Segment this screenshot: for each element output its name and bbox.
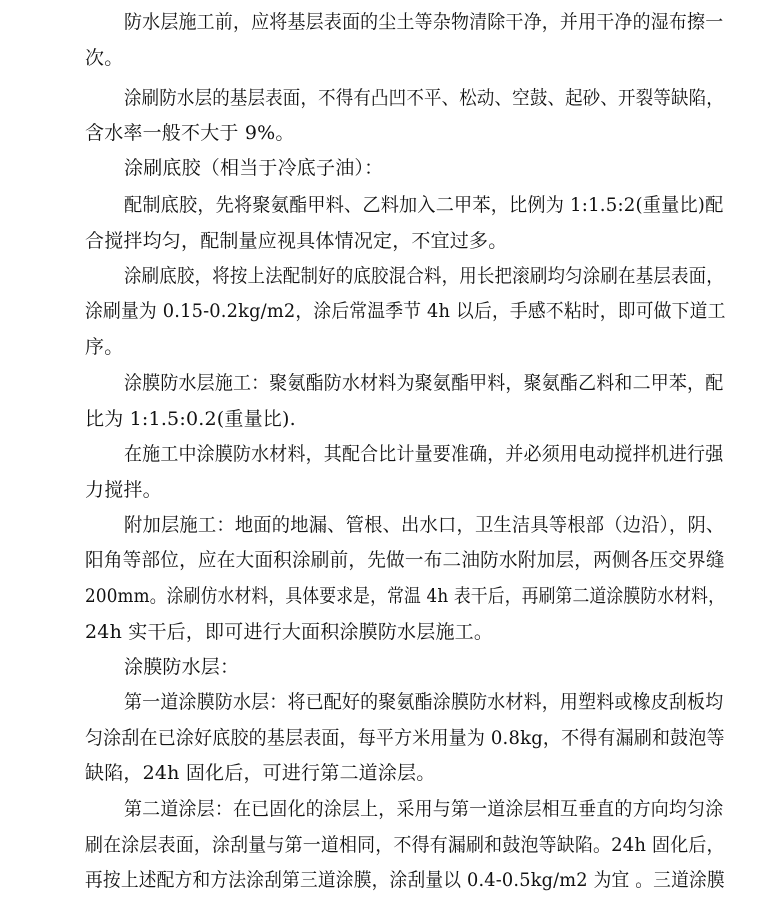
- paragraph-line: 刷在涂层表面，涂刮量与第一道相同，不得有漏刷和鼓泡等缺陷。24h 固化后，: [85, 834, 725, 856]
- paragraph-line: 缺陷，24h 固化后，可进行第二道涂层。: [85, 762, 436, 784]
- paragraph-line: 在施工中涂膜防水材料，其配合比计量要准确，并必须用电动搅拌机进行强: [124, 443, 724, 465]
- paragraph-line: 比为 1:1.5:0.2(重量比).: [85, 408, 296, 430]
- paragraph-line: 序。: [85, 336, 124, 358]
- paragraph-line: 第一道涂膜防水层：将已配好的聚氨酯涂膜防水材料，用塑料或橡皮刮板均: [124, 691, 724, 713]
- paragraph-line: 阳角等部位，应在大面积涂刷前，先做一布二油防水附加层，两侧各压交界缝: [85, 549, 725, 571]
- paragraph-line: 力搅拌。: [85, 479, 162, 501]
- paragraph-line: 第二道涂层：在已固化的涂层上，采用与第一道涂层相互垂直的方向均匀涂: [124, 798, 724, 820]
- paragraph-line: 含水率一般不大于 9%。: [85, 122, 295, 144]
- section-heading: 涂刷底胶（相当于冷底子油）：: [124, 157, 384, 179]
- paragraph-line: 24h 实干后，即可进行大面积涂膜防水层施工。: [85, 621, 494, 643]
- paragraph-line: 配制底胶，先将聚氨酯甲料、乙料加入二甲苯，比例为 1:1.5:2(重量比)配: [124, 194, 724, 216]
- paragraph-line: 涂刷量为 0.15-0.2kg/m2，涂后常温季节 4h 以后，手感不粘时，即可做下道工: [85, 300, 726, 322]
- paragraph-line: 涂刷防水层的基层表面，不得有凸凹不平、松动、空鼓、起砂、开裂等缺陷，: [124, 87, 724, 109]
- paragraph-line: 防水层施工前，应将基层表面的尘土等杂物清除干净，并用干净的湿布擦一: [124, 11, 724, 33]
- paragraph-line: 合搅拌均匀，配制量应视具体情况定，不宜过多。: [85, 230, 508, 252]
- paragraph-line: 再按上述配方和方法涂刮第三道涂膜，涂刮量以 0.4-0.5kg/m2 为宜 。三道涂膜: [85, 869, 725, 891]
- paragraph-line: 涂膜防水层施工：聚氨酯防水材料为聚氨酯甲料，聚氨酯乙料和二甲苯，配: [124, 372, 724, 394]
- paragraph-line: 次。: [85, 47, 124, 69]
- paragraph-line: 200mm。涂刷仿水材料，具体要求是，常温 4h 表干后，再刷第二道涂膜防水材料，: [85, 585, 726, 607]
- paragraph-line: 附加层施工：地面的地漏、管根、出水口，卫生洁具等根部（边沿），阴、: [124, 514, 725, 536]
- paragraph-line: 涂刷底胶，将按上法配制好的底胶混合料，用长把滚刷均匀涂刷在基层表面，: [124, 265, 724, 287]
- paragraph-line: 匀涂刮在已涂好底胶的基层表面，每平方米用量为 0.8kg，不得有漏刷和鼓泡等: [85, 727, 725, 749]
- section-heading: 涂膜防水层：: [124, 656, 240, 678]
